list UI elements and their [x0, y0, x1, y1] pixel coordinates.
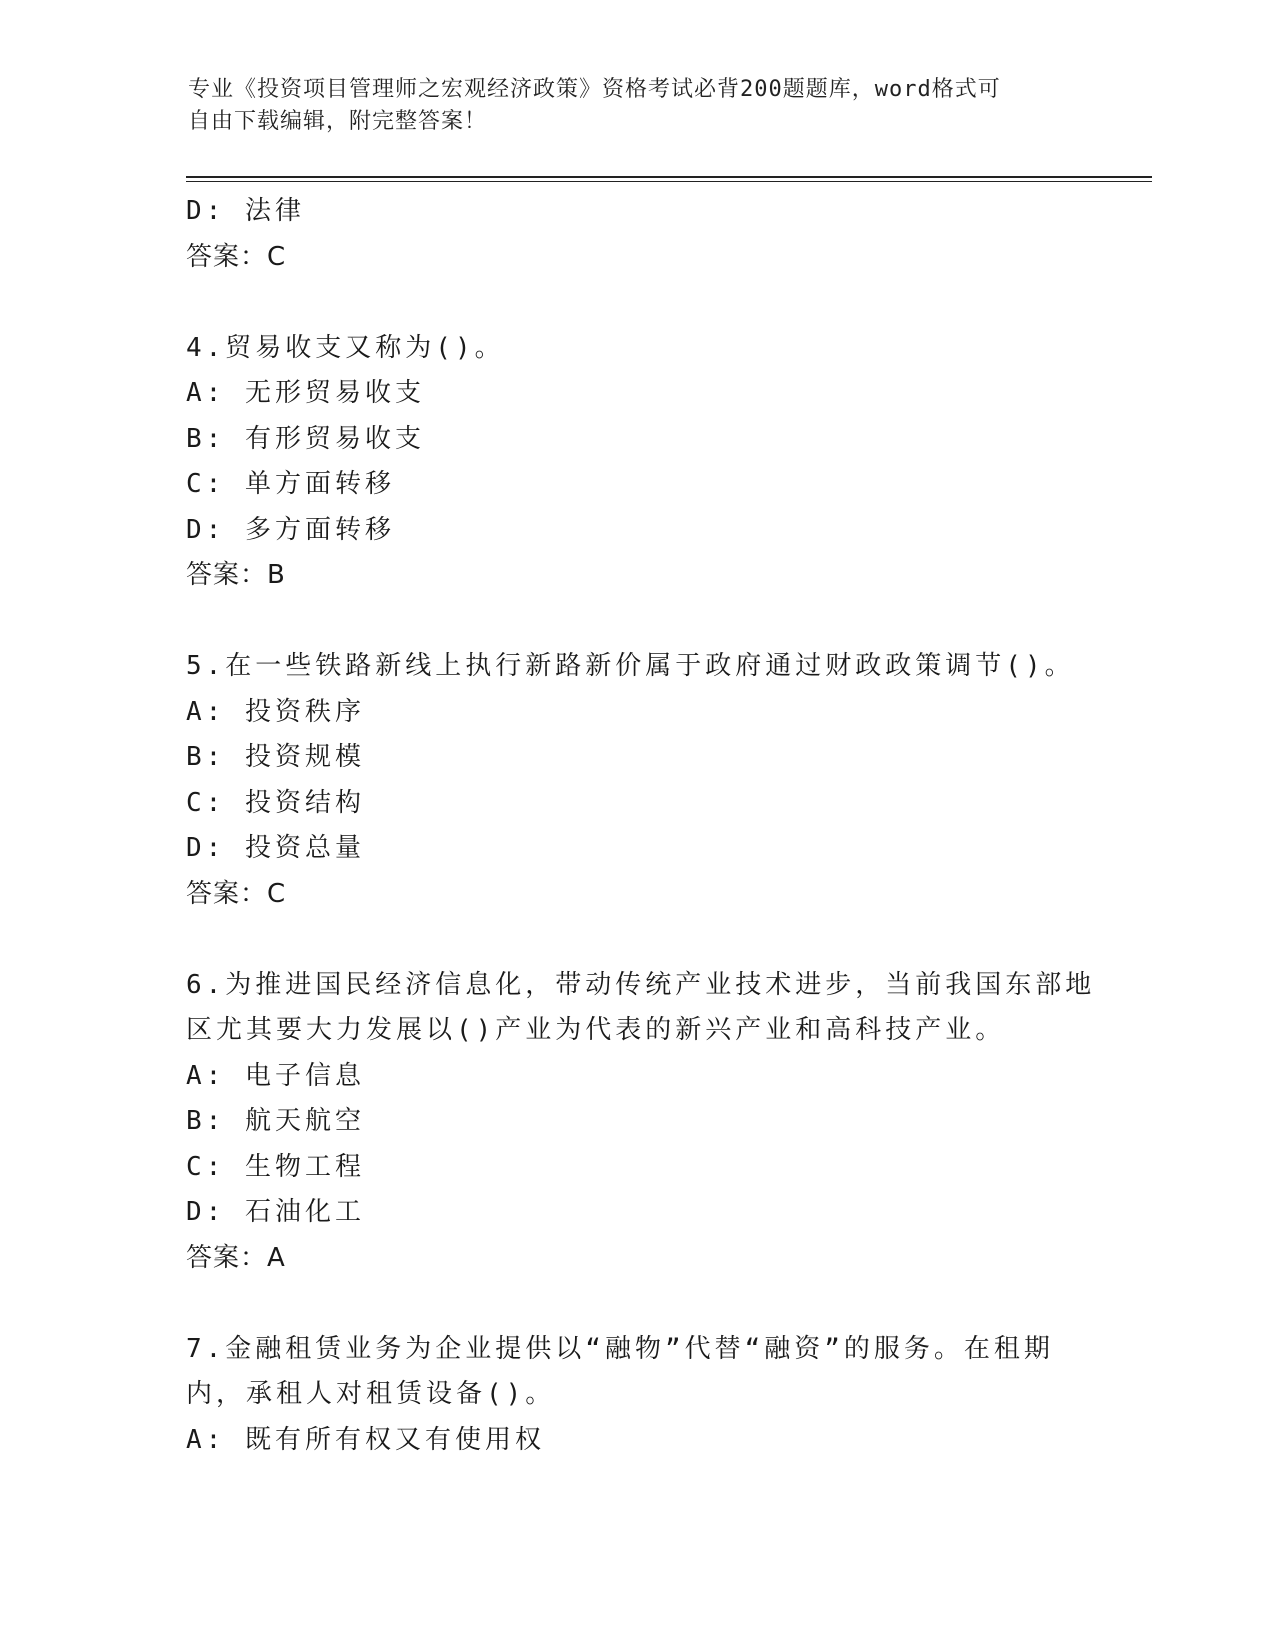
question-6 [186, 963, 1096, 1282]
question-stem: 5.在一些铁路新线上执行新路新价属于政府通过财政政策调节()。 [186, 651, 1075, 681]
question-list [186, 189, 1096, 1463]
option-d: D: 石油化工 [186, 1197, 365, 1227]
spacer [186, 599, 1066, 645]
header-line-2: 自由下载编辑，附完整答案！ [188, 109, 488, 134]
answer-line: 答案：C [186, 878, 287, 909]
option-b: B: 投资规模 [186, 742, 365, 772]
question-4 [186, 326, 1066, 599]
option-a: A: 投资秩序 [186, 696, 365, 727]
option-b: B: 有形贸易收支 [186, 423, 425, 454]
option-c: C: 投资结构 [186, 787, 365, 818]
header-divider-thin [186, 181, 1152, 182]
option-a: A: 既有所有权又有使用权 [186, 1424, 545, 1455]
answer-line: 答案：C [186, 241, 287, 272]
header-line-1: 专业《投资项目管理师之宏观经济政策》资格考试必背200题题库，word格式可 [188, 77, 1001, 102]
question-stem-line-2: 内，承租人对租赁设备()。 [186, 1379, 556, 1409]
answer-line: 答案：B [186, 560, 286, 590]
answer-line: 答案：A [186, 1242, 286, 1273]
spacer [186, 280, 1066, 326]
option-a: A: 无形贸易收支 [186, 378, 425, 408]
spacer [186, 1281, 1066, 1327]
question-7 [186, 1327, 1066, 1464]
option-d: D: 投资总量 [186, 833, 365, 863]
option-d: D: 多方面转移 [186, 514, 395, 545]
question-stem-line-2: 区尤其要大力发展以()产业为代表的新兴产业和高科技产业。 [186, 1015, 1006, 1045]
option-b: B: 航天航空 [186, 1106, 365, 1136]
question-stem-line-1: 6.为推进国民经济信息化，带动传统产业技术进步，当前我国东部地 [186, 969, 1096, 1000]
document-header [188, 74, 1068, 138]
header-divider-thick [186, 176, 1152, 178]
option-d: D: 法律 [186, 196, 305, 226]
option-c: C: 生物工程 [186, 1151, 365, 1182]
question-stem-line-1: 7.金融租赁业务为企业提供以“融物”代替“融资”的服务。在租期 [186, 1333, 1054, 1364]
option-c: C: 单方面转移 [186, 469, 395, 499]
question-5 [186, 644, 1075, 917]
spacer [186, 917, 1066, 963]
question-stem: 4.贸易收支又称为()。 [186, 332, 505, 363]
option-a: A: 电子信息 [186, 1060, 365, 1091]
